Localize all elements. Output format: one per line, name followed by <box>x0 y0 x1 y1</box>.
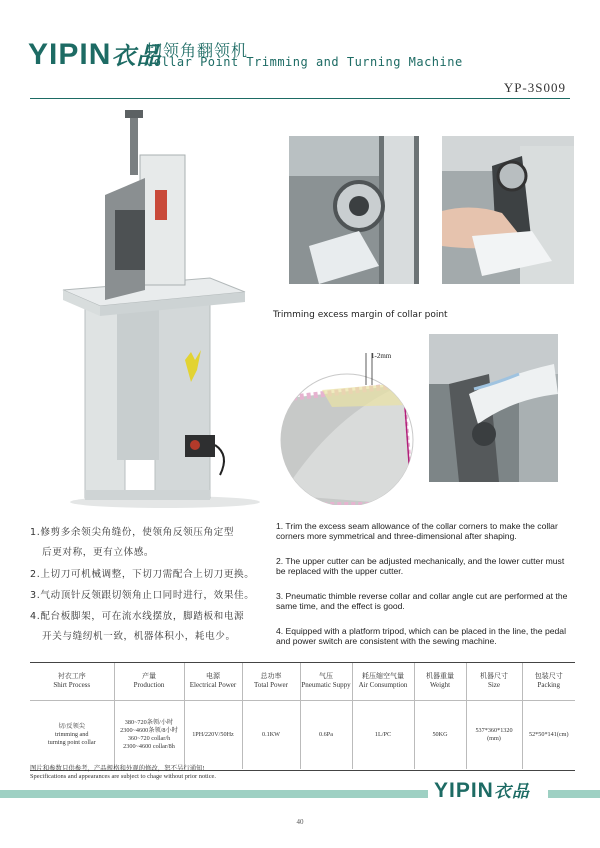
spec-table <box>30 663 575 769</box>
footer-brand-cn: 衣品 <box>493 782 530 802</box>
feature-cn-4b: 开关与缝纫机一致，机器体积小，耗电少。 <box>42 631 236 642</box>
trim-caption: Trimming excess margin of collar point <box>273 310 448 320</box>
spec-header-size: 机器尺寸 Size <box>466 663 522 700</box>
feature-cn-3: 3.气动顶针反领跟切领角止口同时进行，效果佳。 <box>30 590 255 601</box>
spec-cell-total-power: 0.1KW <box>242 700 300 769</box>
feature-cn-2: 2.上切刀可机械调整，下切刀需配合上切刀更换。 <box>30 569 255 580</box>
feature-en-1: 1. Trim the excess seam allowance of the collar corners to make the collar corners more symmetrical and three-dimensional after shaping. <box>276 521 558 542</box>
feature-cn-4: 4.配台板脚架，可在流水线摆放，脚踏板和电源 <box>30 611 245 622</box>
spec-cell-size: 537*360*1320 (mm) <box>466 700 522 769</box>
feature-cn-1b: 后更对称，更有立体感。 <box>42 547 155 558</box>
brand-logo-en: YIPIN <box>28 38 112 71</box>
spec-header-process: 衬衣工序 Shirt Process <box>30 663 114 700</box>
spec-header-row <box>30 663 575 700</box>
spec-cell-process: 切/反领尖 trimming and turning point collar <box>30 700 114 769</box>
spec-cell-power: 1PH/220V/50Hz <box>184 700 242 769</box>
spec-data-row <box>30 700 575 769</box>
spec-cell-weight: 50KG <box>414 700 466 769</box>
brand-logo <box>28 36 161 72</box>
spec-header-power: 电源 Electrical Power <box>184 663 242 700</box>
brand-logo-cn: 衣品 <box>111 41 162 70</box>
detail-photo-collar-clamp <box>289 136 419 284</box>
spec-header-production: 产量 Production <box>114 663 184 700</box>
page-number: 40 <box>296 818 304 826</box>
collar-trim-diagram <box>262 345 432 505</box>
product-title-en: Collar Point Trimming and Turning Machine <box>146 55 463 69</box>
spec-cell-air: 1L/PC <box>352 700 414 769</box>
spec-header-weight: 机器重量 Weight <box>414 663 466 700</box>
product-title-cn: 切领角翻领机 <box>146 41 249 60</box>
spec-cell-production: 380~720条领/小时 2300~4600条领/8小时 360~720 collar/h 2300~4600 collar/8h <box>114 700 184 769</box>
detail-photo-hand-feeding <box>442 136 574 284</box>
spec-header-total-power: 总功率 Total Power <box>242 663 300 700</box>
spec-header-packing: 包装尺寸 Packing <box>522 663 575 700</box>
footer-accent-bar-right <box>548 790 600 798</box>
header-divider <box>30 98 570 99</box>
disclaimer-en: Specifications and appearances are subject to chage without prior notice. <box>30 773 216 780</box>
machine-photo <box>45 100 270 510</box>
footer-brand-logo <box>434 777 530 803</box>
feature-en-4: 4. Equipped with a platform tripod, which can be placed in the line, the pedal and power switch are consistent with the sewing machine. <box>276 626 566 647</box>
disclaimer-cn: 图片和参数只供参考，产品规格和外观的修改，恕不另行通知! <box>30 765 205 772</box>
spec-header-pneumatic: 气压 Pneumatic Suppy <box>300 663 352 700</box>
feature-en-2: 2. The upper cutter can be adjusted mechanically, and the lower cutter must be replaced with the upper cutter. <box>276 556 565 577</box>
spec-cell-packing: 52*50*141(cm) <box>528 730 569 738</box>
dimension-label: 1-2mm <box>371 352 392 360</box>
detail-photo-collar-turning <box>429 334 558 482</box>
model-number: YP-3S009 <box>503 80 566 95</box>
spec-header-air: 耗压缩空气量 Air Consumption <box>352 663 414 700</box>
spec-cell-pneumatic: 0.6Pa <box>300 700 352 769</box>
feature-cn-1: 1.修剪多余领尖角缝份，使领角反领压角定型 <box>30 527 235 538</box>
footer-accent-bar <box>0 790 428 798</box>
feature-en-3: 3. Pneumatic thimble reverse collar and collar angle cut are performed at the same time, and the effect is good. <box>276 591 568 612</box>
footer-brand-en: YIPIN <box>434 779 494 802</box>
